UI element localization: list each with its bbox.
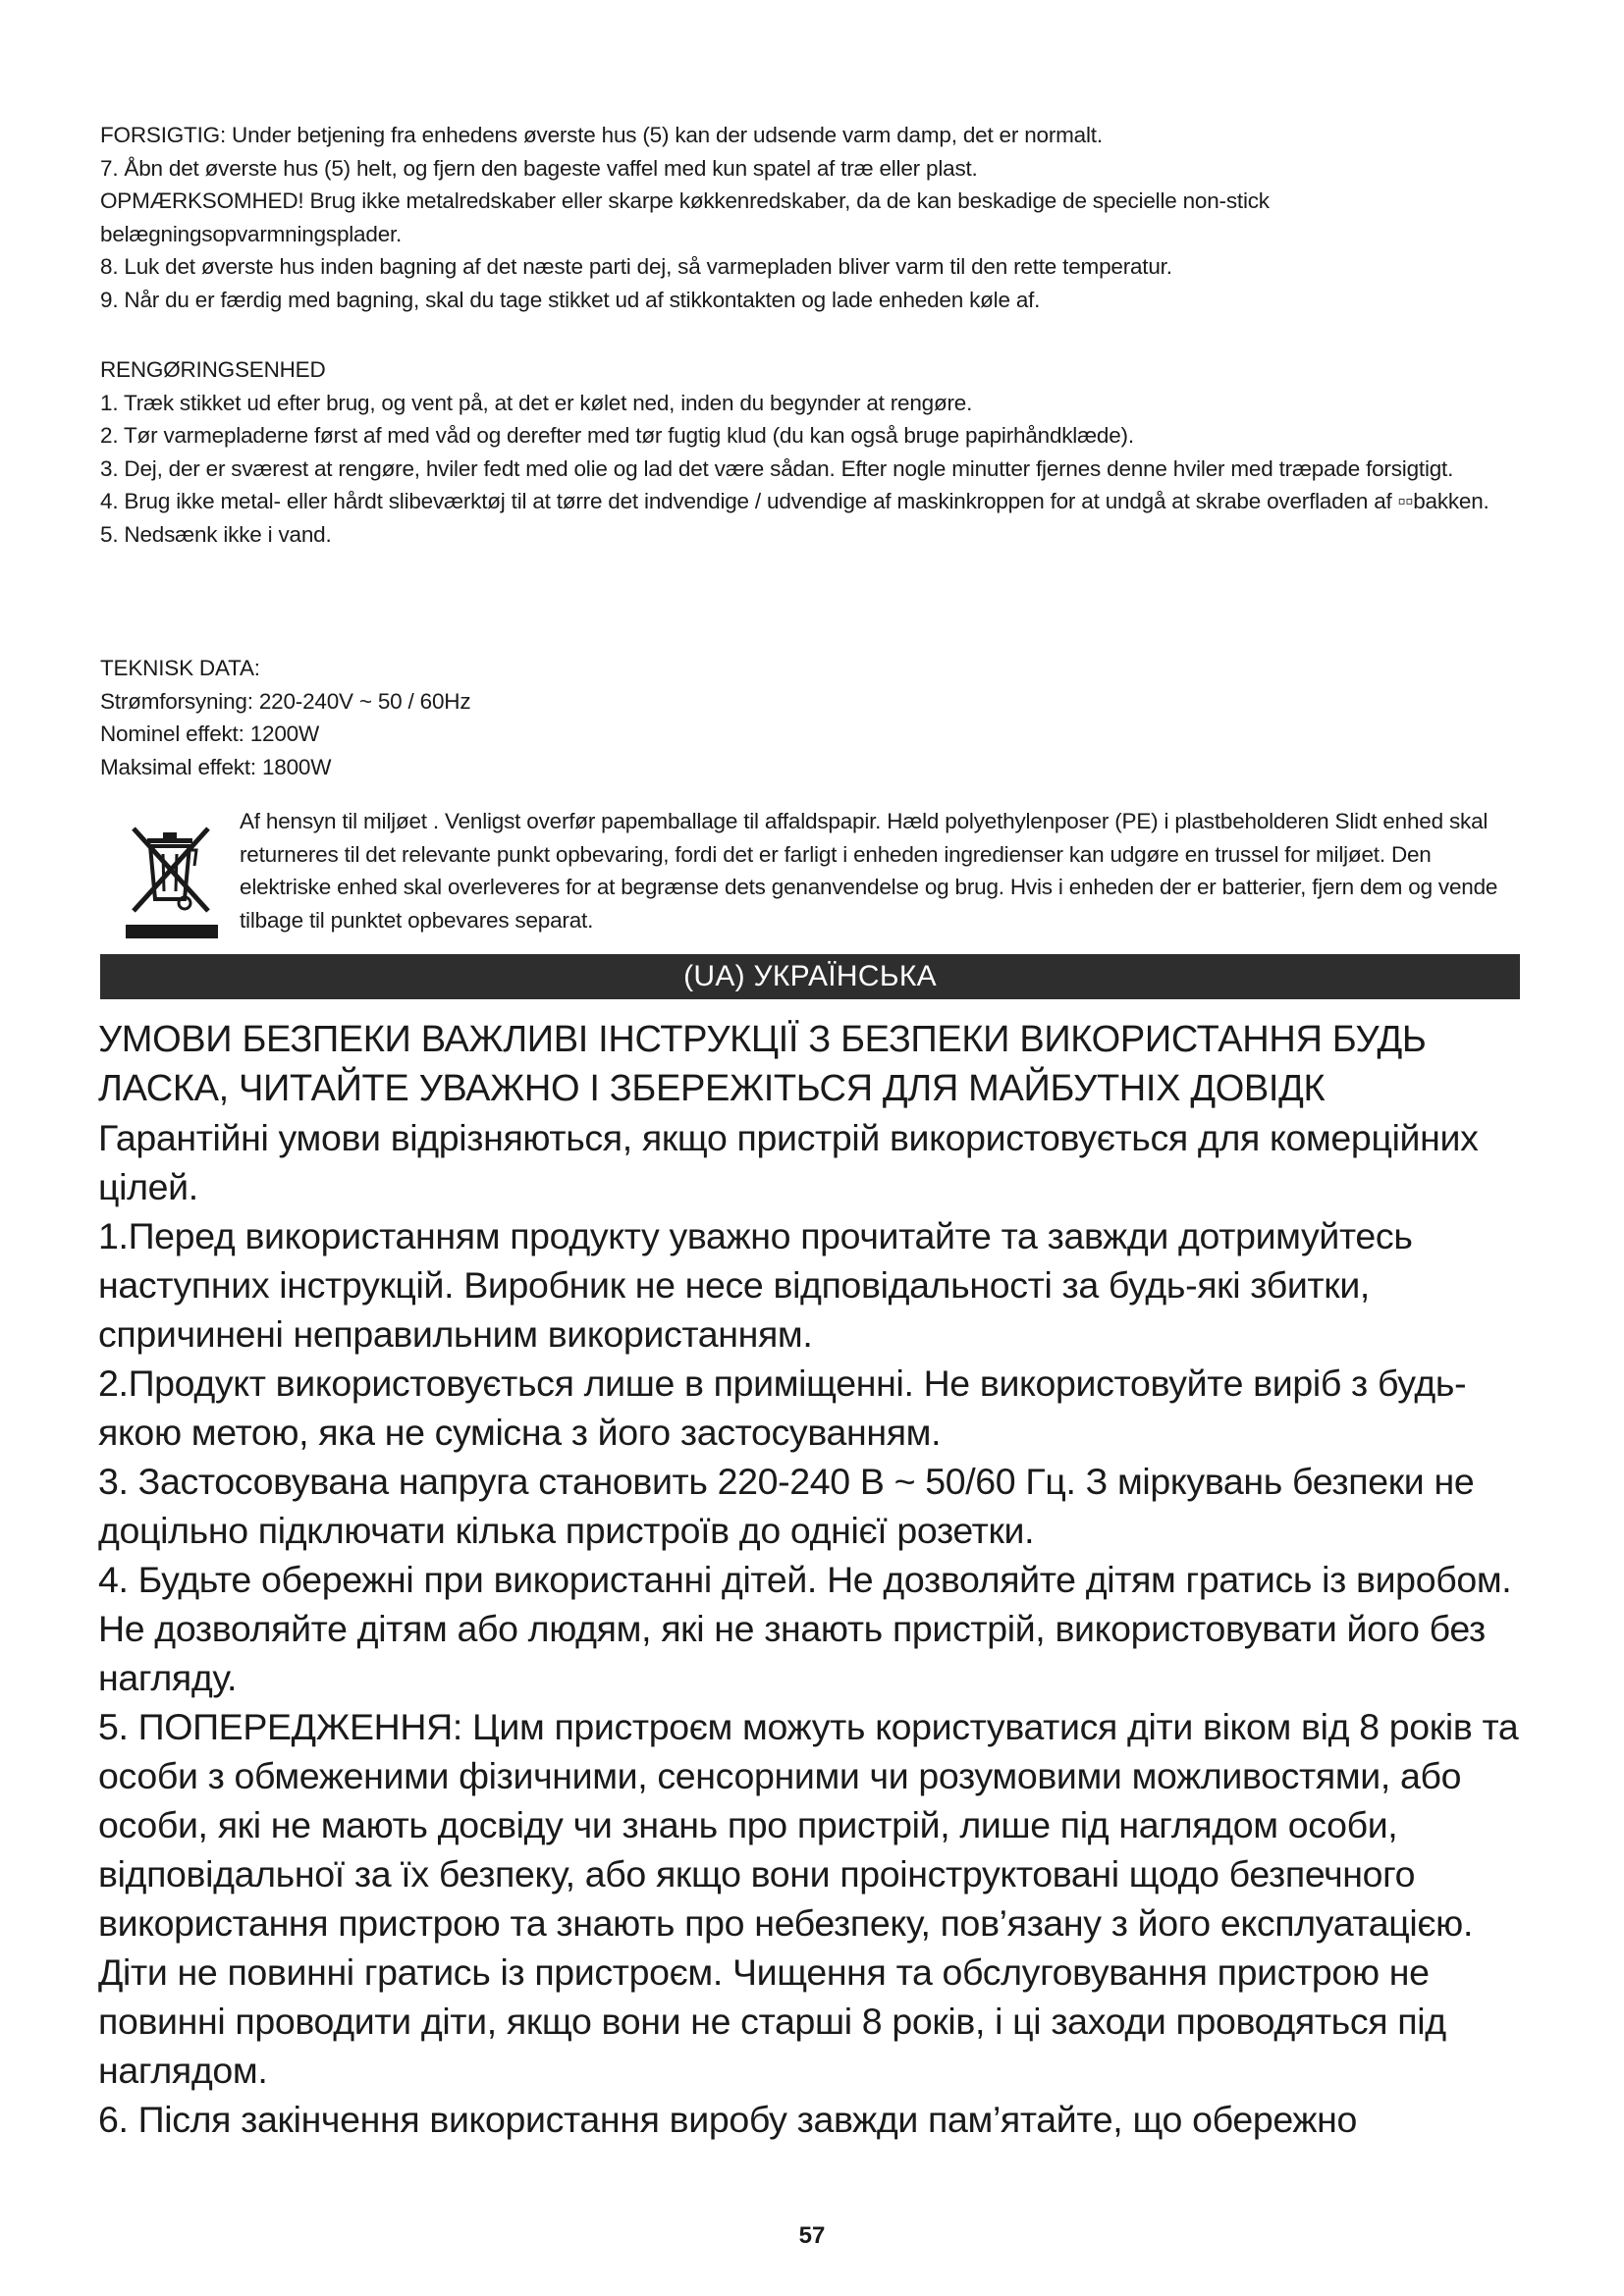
cleaning-item: 4. Brug ikke metal- eller hårdt slibeværktøj til at tørre det indvendige / udvendige af maskinkroppen for at undgå at skrabe overfladen af ▫▫bakken. [100,489,1489,513]
environment-paragraph: Af hensyn til miljøet . Venligst overfør papemballage til affaldspapir. Hæld polyethylenposer (PE) i plastbeholderen Slidt enhed skal returneres til det relevante punkt opbevaring, fordi det er farligt i enheden ingredienser kan udgøre en trussel for miljøet. Den elektriske enhed skal overleveres for at begrænse dets genanvendelse og brug. Hvis i enheden der er batterier, fjern dem og vende tilbage til punktet opbevares separat. [240,809,1498,933]
step-7: 7. Åbn det øverste hus (5) helt, og fjern den bageste vaffel med kun spatel af træ eller plast. [100,155,978,181]
crossed-out-wheelie-bin-icon [118,817,226,944]
attention-paragraph: OPMÆRKSOMHED! Brug ikke metalredskaber eller skarpe køkkenredskaber, da de kan beskadige de specielle non-stick belægningsopvarmningsplader. [100,188,1270,246]
ukrainian-safety-section [98,1015,1532,2144]
cleaning-title: RENGØRINGSENHED [100,357,326,382]
safety-item: 2.Продукт використовується лише в приміщенні. Не використовуйте виріб з будь-якою метою, яка не сумісна з його застосуванням. [98,1362,1467,1453]
cleaning-item: 5. Nedsænk ikke i vand. [100,521,332,547]
safety-item: 4. Будьте обережні при використанні дітей. Не дозволяйте дітям гратись із виробом. Не дозволяйте дітям або людям, які не знають пристрій, використовувати його без нагляду. [98,1559,1512,1698]
safety-item: 5. ПОПЕРЕДЖЕННЯ: Цим пристроєм можуть користуватися діти віком від 8 років та особи з обмеженими фізичними, сенсорними чи розумовими можливостями, або особи, які не мають досвіду чи знань про пристрій, лише під наглядом особи, відповідальної за їх безпеку, або якщо вони проінструктовані щодо безпечного використання пристрою та знають про небезпеку, пов’язану з його експлуатацією. Діти не повинні гратись із пристроєм. Чищення та обслуговування пристрою не повинні проводити діти, якщо вони не старші 8 років, і ці заходи проводяться під наглядом. [98,1706,1519,2091]
warranty-paragraph: Гарантійні умови відрізняються, якщо пристрій використовується для комерційних цілей. [98,1117,1479,1207]
tech-line: Strømforsyning: 220-240V ~ 50 / 60Hz [100,688,471,714]
environment-notice [100,805,1524,942]
cleaning-item: 2. Tør varmepladerne først af med våd og derefter med tør fugtig klud (du kan også bruge papirhåndklæde). [100,423,1134,448]
cleaning-item: 1. Træk stikket ud efter brug, og vent på, at det er kølet ned, inden du begynder at rengøre. [100,390,973,415]
cleaning-section [100,353,1524,551]
step-9: 9. Når du er færdig med bagning, skal du tage stikket ud af stikkontakten og lade enheden køle af. [100,287,1041,312]
cleaning-item: 3. Dej, der er sværest at rengøre, hviler fedt med olie og lad det være sådan. Efter nogle minutter fjernes denne hviler med træpade forsigtigt. [100,455,1454,481]
tech-line: Nominel effekt: 1200W [100,721,319,746]
safety-item: 3. Застосовувана напруга становить 220-240 В ~ 50/60 Гц. З міркувань безпеки не доцільно підключати кілька пристроїв до однієї розетки. [98,1461,1475,1551]
safety-item: 1.Перед використанням продукту уважно прочитайте та завжди дотримуйтесь наступних інструкцій. Виробник не несе відповідальності за будь-які збитки, спричинені неправильним використанням. [98,1215,1413,1355]
caution-paragraph: FORSIGTIG: Under betjening fra enhedens øverste hus (5) kan der udsende varm damp, det er normalt. [100,123,1103,147]
technical-data-section [100,652,1524,783]
step-8: 8. Luk det øverste hus inden bagning af det næste parti dej, så varmepladen bliver varm til den rette temperatur. [100,254,1172,279]
environment-text [240,805,1526,936]
safety-heading: УМОВИ БЕЗПЕКИ ВАЖЛИВІ ІНСТРУКЦІЇ З БЕЗПЕКИ ВИКОРИСТАННЯ БУДЬ ЛАСКА, ЧИТАЙТЕ УВАЖНО І ЗБЕРЕЖІТЬСЯ ДЛЯ МАЙБУТНІХ ДОВІДК [98,1019,1427,1109]
page-number: 57 [798,2222,826,2249]
language-section-bar [100,954,1520,999]
safety-item: 6. Після закінчення використання виробу завжди пам’ятайте, що обережно [98,2099,1358,2140]
language-label: (UA) УКРАЇНСЬКА [683,960,937,992]
tech-title: TEKNISK DATA: [100,656,260,680]
tech-line: Maksimal effekt: 1800W [100,754,332,779]
danish-instructions-continued [100,119,1524,316]
